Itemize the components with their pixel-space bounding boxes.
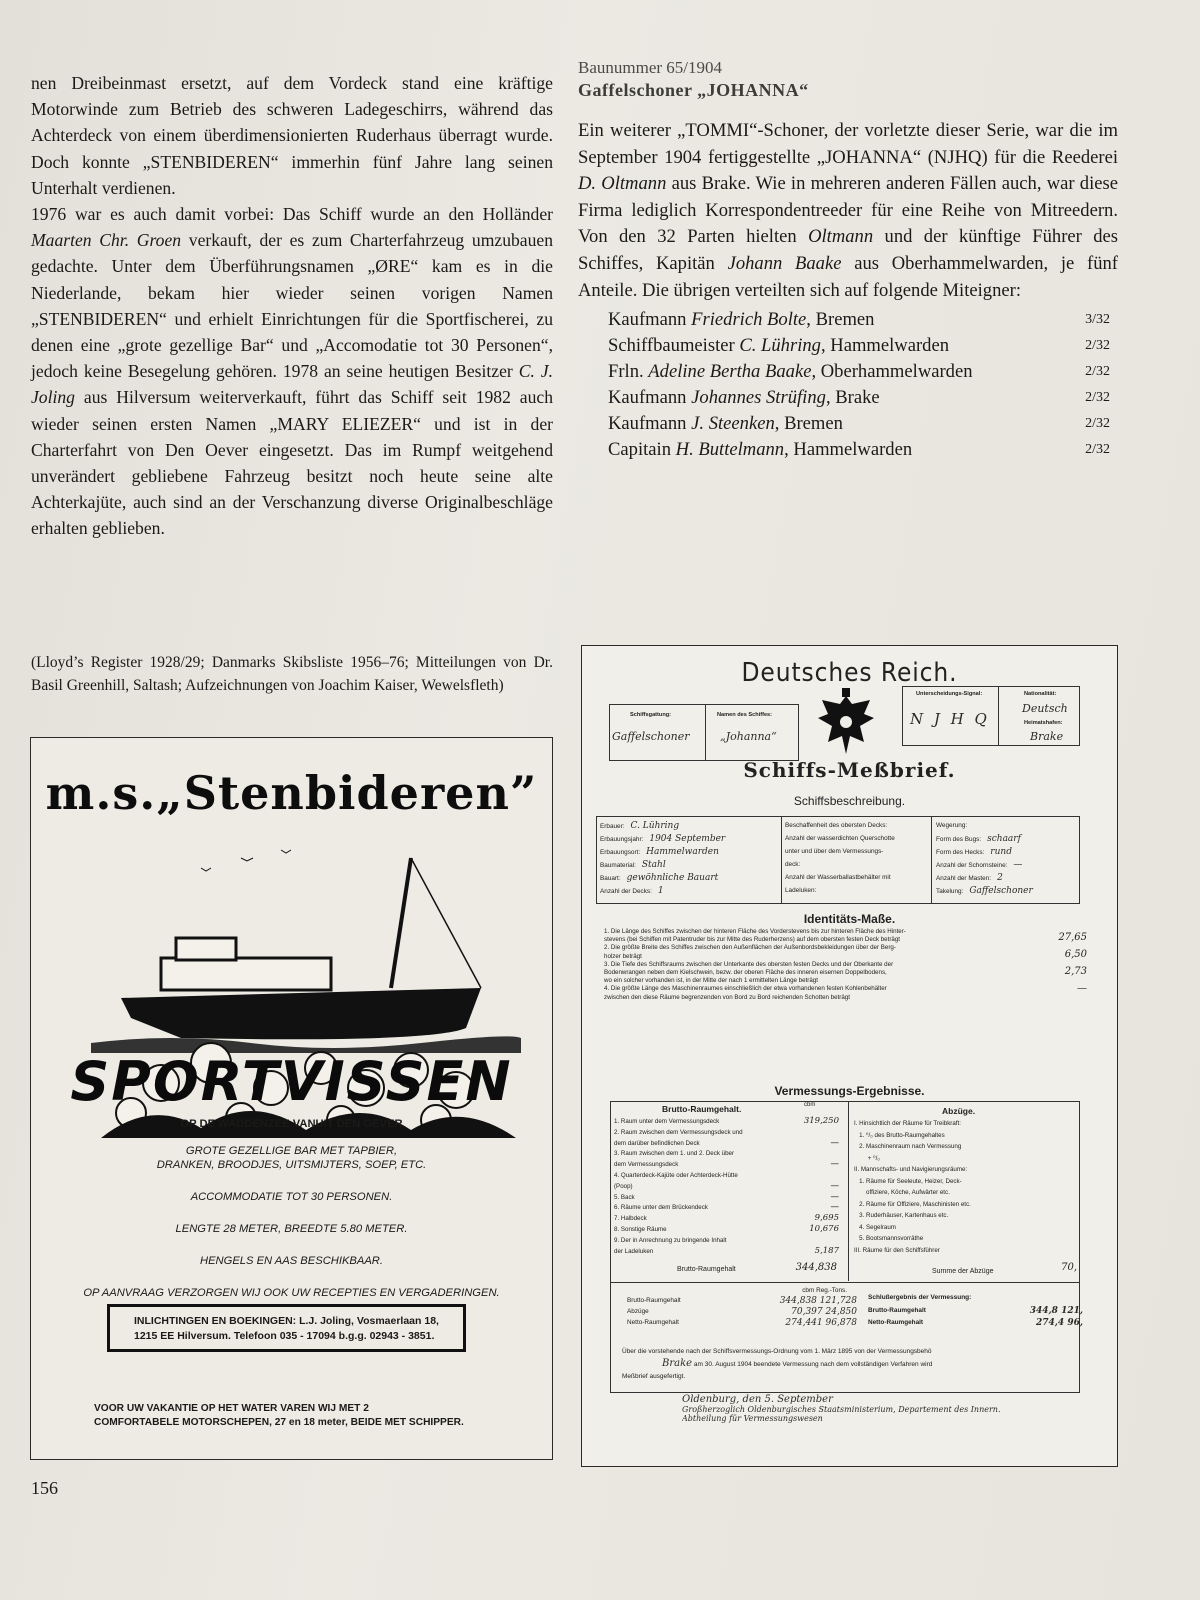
gross-row: dem darüber befindlichen Deck [614,1139,700,1147]
gross-row: 5. Back [614,1193,635,1201]
description-left [600,821,725,899]
left-column-text [31,70,553,542]
identity-value: 6,50 [1064,949,1087,960]
owner-row [608,333,1118,359]
summary-cbm-label: cbm [802,1287,815,1294]
owner-row [608,437,1118,463]
description-field-value: Hammelwarden [646,847,719,857]
description-field [600,821,725,834]
signal-divider [998,686,999,746]
gross-value: — [830,1137,839,1148]
ad-gear: HENGELS EN AAS BESCHIKBAAR. [200,1255,383,1267]
description-field-value: gewöhnliche Bauart [626,873,719,883]
gross-value [794,1127,839,1138]
certificate-heading: Schiffs-Meßbrief. [743,758,956,782]
summary-label: Abzüge [627,1308,649,1315]
identity-line: holzer beträgt [604,952,642,960]
deduction-row: I. Hinsichtlich der Räume für Treibkraft: [854,1120,961,1127]
summary-tons-label: Reg.-Tons. [816,1287,847,1294]
description-field-label: Erbauungsort: [600,849,641,856]
description-right-field [936,886,1033,899]
owner-place: , Hammelwarden [784,439,913,461]
summary-header [627,1286,857,1296]
owner-share: 2/32 [1085,390,1110,406]
gross-value: 5,187 [814,1245,839,1256]
deductions-sum-label: Summe der Abzüge [932,1268,994,1275]
gross-value: — [830,1159,839,1170]
description-middle-line: Ladeluken: [785,887,817,894]
home-port-value: Brake [1030,730,1064,743]
owner-row [608,307,1118,333]
summary-right [868,1306,1083,1330]
summary-tons: 96,878 [825,1318,857,1328]
deductions-sum-value: 70, [1061,1262,1077,1273]
owner-role: Kaufmann [608,413,692,435]
gross-row: dem Vermessungsdeck [614,1161,679,1169]
description-right-field-value: schaarf [987,834,1021,844]
summary-values [791,1307,857,1318]
desc-divider-1 [781,816,782,904]
final-result-row [868,1318,1083,1330]
owners-list [608,307,1118,463]
gross-rows [614,1118,799,1258]
description-field [600,860,725,873]
nationality-value: Deutsch [1022,702,1068,715]
identity-line: stevens (bei Schiffen mit Patentruder bis zur Mitte des Ruderherzens) auf dem obersten festen Deck beträgt [604,936,901,944]
identity-value: — [1077,983,1087,994]
gross-row: 8. Sonstige Räume [614,1225,667,1233]
final-result-row [868,1306,1083,1318]
identity-values [1037,932,1087,1000]
deduction-row: 1. Räume für Seeleute, Heizer, Deck- [854,1177,962,1185]
owner-entry [608,411,843,437]
deduction-row: 2. Maschinenraum nach Vermessung [854,1143,962,1150]
gross-value: — [830,1202,839,1213]
ship-name-value: „Johanna“ [720,730,777,743]
description-field-label: Anzahl der Decks: [600,888,652,895]
final-result-tons: 96, [1067,1318,1083,1328]
deductions-rows [854,1120,1044,1258]
description-right-field-value: 2 [997,873,1003,883]
owner-share: 2/32 [1085,416,1110,432]
ad-footer-line-2: COMFORTABELE MOTORSCHEPEN, 27 en 18 meter, BEIDE MET SCHIPPER. [94,1417,464,1428]
description-right-field [936,847,1033,860]
owner-role: Kaufmann [608,309,692,331]
results-divider [848,1101,849,1281]
ad-logo: m.s.„Stenbideren” [45,766,538,820]
ad-subline: OP DE WADDENZEE VANUIT DEN OEVER [180,1118,403,1130]
johanna-paragraph: Ein weiterer „TOMMI“-Schoner, der vorletzte dieser Serie, war die im September 1904 fertiggestellte „JOHANNA“ (NJHQ) für die Reederei D. Oltmann aus Brake. Wie in mehreren anderen Fällen auch, war diese Firma lediglich Korrespondentreeder für eine Reihe von Mitreedern. Von den 32 Parten hielten Oltmann und der künftige Führer des Schiffes, Kapitän Johann Baake aus Oberhammelwarden, je fünf Anteile. Die übrigen verteilten sich auf folgende Miteigner: [578,120,1118,301]
identity-line: 3. Die Tiefe des Schiffsraums zwischen der Unterkante des obersten festen Decks und der Oberkante der [604,960,894,968]
section-title: Gaffelschoner „JOHANNA“ [578,80,809,100]
signature-place: Oldenburg, den 5. September [682,1394,833,1405]
ad-contact-line-1: INLICHTINGEN EN BOEKINGEN: L.J. Joling, Vosmaerlaan 18, [134,1315,439,1327]
ad-contact-line-2: 1215 EE Hilversum. Telefoon 035 - 17094 b.g.g. 02943 - 3851. [134,1330,435,1342]
summary-tons: 121,728 [819,1296,857,1306]
summary-tons: 24,850 [825,1307,857,1317]
final-result-tons: 121, [1061,1306,1083,1316]
gross-row: 7. Halbdeck [614,1215,647,1223]
description-right-field-value: — [1013,860,1023,870]
deduction-row: 5. Bootsmannsvorräthe [854,1235,924,1242]
identity-line: zwischen den diese Räume begrenzenden von Bord zu Bord reichenden Schotten beträgt [604,993,850,1001]
identity-line: 4. Die größte Länge des Maschinenraumes einschließlich der etwa vorhandenen festen Kohlenbehälter [604,985,887,993]
summary-label: Brutto-Raumgehalt [627,1297,681,1304]
description-field-label: Erbauungsjahr: [600,836,644,843]
signature-block [682,1394,1102,1423]
owner-entry [608,307,874,333]
description-middle-line: Beschaffenheit des obersten Decks: [785,822,888,829]
signal-label: Unterscheidungs-Signal: [916,691,983,697]
ad-contact-box [107,1304,466,1352]
ad-headline: SPORTVISSEN [70,1050,513,1113]
identity-value: 2,73 [1064,966,1087,977]
owner-entry [608,359,973,385]
right-column-text [578,58,1118,463]
ad-accommodation: ACCOMMODATIE TOT 30 PERSONEN. [190,1191,393,1203]
description-middle-line: Anzahl der wasserdichten Querschotte [785,835,895,842]
deduction-row: 2. Räume für Offiziere, Maschinisten etc. [854,1200,971,1208]
description-field-label: Bauart: [600,875,621,882]
gross-value [794,1148,839,1159]
summary-row [627,1318,857,1329]
owner-entry [608,437,912,463]
description-field-label: Baumaterial: [600,862,636,869]
owner-name: Johannes Strüfing [691,387,826,409]
description-right-field-label: Form des Hecks: [936,849,985,856]
ship-type-label: Schiffsgattung: [630,712,672,718]
final-result-label: Netto-Raumgehalt [868,1319,924,1326]
deduction-row: offiziere, Köche, Aufwärter etc. [854,1189,950,1196]
identity-line: wo ein solcher vorhanden ist, in der Mitte der nach 1 ermittelten Länge beträgt [604,977,818,985]
owner-name: H. Buttelmann [675,439,785,461]
summary-row [627,1307,857,1318]
closing-line-1: Über die vorstehende nach der Schiffsvermessungs-Ordnung vom 1. März 1895 von der Vermessungsbehö [622,1348,932,1355]
identity-measures [604,928,1034,1002]
final-result-label: Brutto-Raumgehalt [868,1307,926,1314]
description-field [600,834,725,847]
owner-share: 2/32 [1085,364,1110,380]
imperial-eagle-icon [814,686,878,758]
description-right-field-label: Form des Bugs: [936,836,982,843]
gross-sum-value: 344,838 [795,1262,837,1273]
closing-line-2: am 30. August 1904 beendete Vermessung nach dem vollständigen Verfahren wird [693,1361,933,1368]
gross-value: 10,676 [809,1223,839,1234]
deduction-row: + ⁰/₀ [854,1154,880,1162]
owner-entry [608,333,949,359]
description-right-field [936,873,1033,886]
owner-place: , Hammelwarden [820,335,950,357]
signature-line-2: Großherzoglich Oldenburgisches Staatsministerium, Departement des Innern. [682,1405,1001,1414]
gross-value: — [830,1191,839,1202]
stenbideren-advertisement [30,737,553,1460]
final-result-cbm: 274,4 [1036,1318,1065,1328]
page-number: 156 [31,1478,58,1498]
description-right-field [936,860,1033,873]
gross-value: 319,250 [803,1116,839,1126]
owner-role: Frln. [608,361,649,383]
owner-place: , Bremen [806,309,875,331]
ship-description-heading: Schiffsbeschreibung. [793,794,906,808]
gross-value [794,1235,839,1246]
deduction-row: III. Räume für den Schiffsführer [854,1246,940,1254]
owner-role: Schiffbaumeister [608,335,740,357]
gross-value [794,1170,839,1181]
gross-heading: Brutto-Raumgehalt. [662,1104,742,1114]
gross-value: 9,695 [814,1213,839,1224]
nationality-label: Nationalität: [1024,691,1057,697]
owner-name: Adeline Bertha Baake [648,361,812,383]
gross-value: — [830,1180,839,1191]
deductions-heading: Abzüge. [942,1106,976,1116]
summary-cbm: 274,441 [785,1318,823,1328]
final-result-values [1036,1318,1083,1330]
gross-row: 9. Der in Anrechnung zu bringende Inhalt [614,1236,727,1244]
summary-values [785,1318,857,1329]
owner-share: 2/32 [1085,442,1110,458]
closing-text [622,1346,1092,1383]
gross-values [794,1116,839,1256]
owner-row [608,359,1118,385]
ad-size: LENGTE 28 METER, BREEDTE 5.80 METER. [175,1223,408,1235]
description-right-field-value: Gaffelschoner [969,886,1033,896]
description-field-value: C. Lühring [630,821,680,831]
owner-name: C. Lühring [739,335,821,357]
owner-share: 3/32 [1085,312,1110,328]
results-heading: Vermessungs-Ergebnisse. [774,1084,925,1098]
ad-footer [94,1402,464,1430]
deduction-row: 4. Segelraum [854,1223,896,1231]
owner-role: Kaufmann [608,387,692,409]
description-middle-line: Anzahl der Wasserballastbehälter mit [785,874,891,881]
closing-line-3: Meßbrief ausgefertigt. [622,1373,686,1380]
description-right-field-label: Anzahl der Schornsteine: [936,862,1008,869]
gross-row: 3. Raum zwischen dem 1. und 2. Deck über [614,1150,735,1158]
owner-place: , Oberhammelwarden [811,361,973,383]
certificate-title: Deutsches Reich. [741,658,958,688]
ad-details [31,1118,552,1300]
gross-row: 1. Raum unter dem Vermessungsdeck [614,1118,720,1125]
ad-request: OP AANVRAAG VERZORGEN WIJ OOK UW RECEPTIES EN VERGADERINGEN. [83,1287,500,1299]
gross-row: 6. Räume unter dem Brückendeck [614,1204,708,1212]
summary-label: Netto-Raumgehalt [627,1319,679,1326]
description-right [936,821,1033,899]
description-middle-line: unter und über dem Vermessungs- [785,848,884,855]
description-field [600,847,725,860]
description-middle-line: deck: [785,861,801,868]
ship-type-divider [705,704,706,761]
gross-sum-label: Brutto-Raumgehalt [677,1266,736,1273]
description-right-field [936,834,1033,847]
ad-bar-2: DRANKEN, BROODJES, UITSMIJTERS, SOEP, ETC. [156,1159,427,1171]
gross-row: 4. Quarterdeck-Kajüte oder Achterdeck-Hütte [614,1171,738,1179]
home-port-label: Heimatshafen: [1024,720,1063,726]
deduction-row: 3. Ruderhäuser, Kartenhaus etc. [854,1212,949,1219]
final-result-heading: Schlußergebnis der Vermessung: [868,1294,972,1301]
owner-share: 2/32 [1085,338,1110,354]
description-field-value: 1904 September [649,834,726,844]
desc-divider-2 [931,816,932,904]
paragraph-2: 1976 war es auch damit vorbei: Das Schiff wurde an den Holländer Maarten Chr. Groen verkauft, der es zum Charterfahrzeug umzubauen gedachte. Unter dem Überführungsnamen „ØRE“ kam es in die Niederlande, bekam hier wieder seinen vorigen Namen „STENBIDEREN“ und erhielt Einrichtungen für die Sportfischerei, zu denen eine „grote gezellige Bar“ und „Accomodatie tot 30 Personen“, jedoch keine Besegelung gehören. 1978 an seine heutigen Besitzer C. J. Joling aus Hilversum weiterverkauft, führt das Schiff seit 1982 auch wieder seinen ersten Namen „MARY ELIEZER“ und ist in der Charterfahrt von Den Oever eingesetzt. Das im Rumpf weitgehend unverändert gebliebene Fahrzeug besitzt noch heute seine alte Achterkajüte, auch sind an der Verschanzung diverse Originalbeschläge erhalten geblieben. [31,204,554,539]
summary-cbm: 344,838 [779,1296,817,1306]
results-hline [610,1282,1080,1283]
owner-place: , Bremen [774,413,843,435]
deduction-row: 1. ⁰/₀ des Brutto-Raumgehaltes [854,1131,945,1139]
gross-row: (Poop) [614,1182,633,1190]
signal-value: N J H Q [910,710,990,728]
summary-values [780,1296,857,1307]
closing-place: Brake [662,1358,693,1369]
deduction-row: II. Mannschafts- und Navigierungsräume: [854,1166,968,1173]
owner-role: Capitain [608,439,676,461]
identity-value: 27,65 [1058,932,1087,943]
gross-row: 2. Raum zwischen dem Vermessungsdeck und [614,1128,743,1136]
sources-note: (Lloyd’s Register 1928/29; Danmarks Skibsliste 1956–76; Mitteilungen von Dr. Basil Greenhill, Saltash; Aufzeichnungen von Joachim Kaiser, Wewelsfleth) [31,654,553,694]
identity-heading: Identitäts-Maße. [803,912,896,926]
description-middle [785,821,895,899]
description-field-label: Erbauer: [600,823,625,830]
signature-line-3: Abtheilung für Vermessungswesen [682,1414,823,1423]
description-field-value: 1 [657,886,664,896]
final-result-cbm: 344,8 [1029,1306,1058,1316]
summary-cbm: 70,397 [791,1307,823,1317]
measurement-certificate [581,645,1118,1467]
ad-footer-line-1: VOOR UW VAKANTIE OP HET WATER VAREN WIJ MET 2 [94,1403,369,1414]
owner-name: Friedrich Bolte [691,309,807,331]
description-field [600,886,725,899]
ad-bar: GROTE GEZELLIGE BAR MET TAPBIER, [185,1145,398,1157]
owner-place: , Brake [825,387,880,409]
gross-row: der Ladeluken [614,1247,654,1255]
baunummer-heading: Baunummer 65/1904 [578,58,723,77]
owner-entry [608,385,880,411]
gross-cbm-label: cbm [804,1102,816,1108]
identity-line: 1. Die Länge des Schiffes zwischen der hinteren Fläche des Vorderstevens bis zur hinteren Fläche des Hinter- [604,928,906,935]
owner-row [608,411,1118,437]
summary-left [627,1286,857,1329]
description-right-field-label: Wegerung: [936,822,968,829]
identity-line: Bodenwrangen neben dem Kielschwein, bezw. der oberen Fläche des inneren eisernen Doppelbodens, [604,969,887,977]
ship-type-value: Gaffelschoner [612,730,690,743]
owner-row [608,385,1118,411]
final-result-values [1030,1306,1083,1318]
summary-row [627,1296,857,1307]
description-right-field [936,821,1033,834]
owner-name: J. Steenken [691,413,775,435]
paragraph-1: nen Dreibeinmast ersetzt, auf dem Vordeck stand eine kräftige Motorwinde zum Betrieb des schweren Ladegeschirrs, während das Achterdeck von einem überdimensionierten Ruderhaus überragt wurde. Doch konnte „STENBIDEREN“ immerhin fünf Jahre lang seinen Unterhalt verdienen. [31,73,553,198]
description-right-field-value: rund [990,847,1012,857]
description-right-field-label: Takelung: [936,888,964,895]
description-field [600,873,725,886]
description-field-value: Stahl [641,860,666,870]
description-right-field-label: Anzahl der Masten: [936,875,992,882]
identity-line: 2. Die größte Breite des Schiffes zwischen den Außenflächen der Außenbordsbekleidungen über der Berg- [604,944,896,952]
ship-name-label: Namen des Schiffes: [717,712,773,718]
